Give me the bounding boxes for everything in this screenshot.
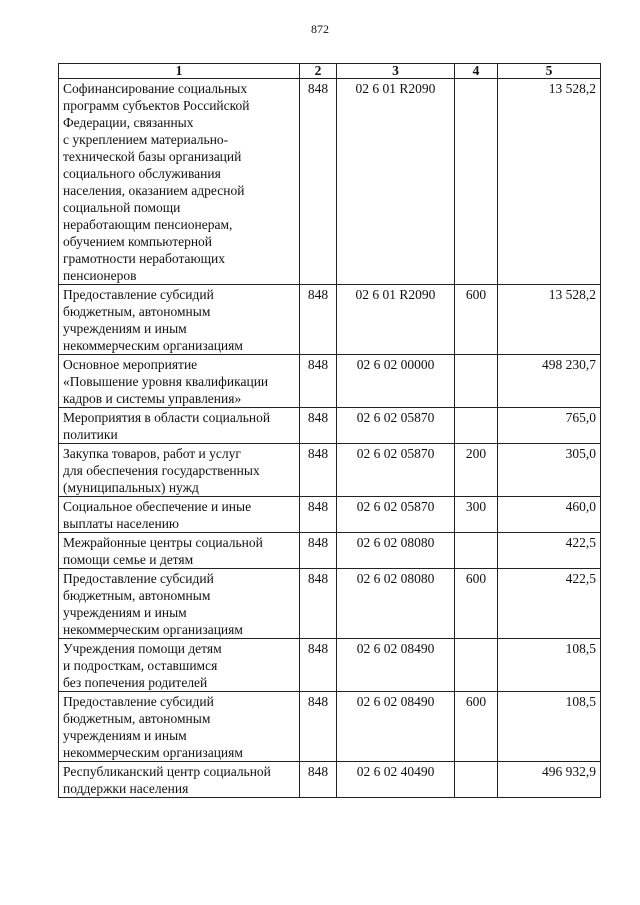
table-body	[59, 79, 601, 798]
row-name: Закупка товаров, работ и услуг для обеспечения государственных (муниципальных) нужд	[59, 444, 300, 497]
row-target-article: 02 6 02 08080	[337, 569, 455, 639]
row-amount: 108,5	[498, 692, 601, 762]
row-expense-type: 600	[455, 285, 498, 355]
table-row	[59, 692, 601, 762]
row-name: Предоставление субсидий бюджетным, автономным учреждениям и иным некоммерческим организациям	[59, 569, 300, 639]
row-amount: 422,5	[498, 533, 601, 569]
table-row	[59, 569, 601, 639]
row-amount: 498 230,7	[498, 355, 601, 408]
row-expense-type	[455, 762, 498, 798]
row-expense-type	[455, 533, 498, 569]
header-col-5: 5	[498, 64, 601, 79]
row-department-code: 848	[300, 762, 337, 798]
header-col-3: 3	[337, 64, 455, 79]
table-row	[59, 497, 601, 533]
row-name: Мероприятия в области социальной политики	[59, 408, 300, 444]
row-amount: 305,0	[498, 444, 601, 497]
row-amount: 108,5	[498, 639, 601, 692]
row-expense-type: 300	[455, 497, 498, 533]
page-number: 872	[311, 22, 329, 36]
row-target-article: 02 6 01 R2090	[337, 285, 455, 355]
row-name: Предоставление субсидий бюджетным, автономным учреждениям и иным некоммерческим организациям	[59, 692, 300, 762]
row-department-code: 848	[300, 533, 337, 569]
row-amount: 422,5	[498, 569, 601, 639]
row-department-code: 848	[300, 497, 337, 533]
row-department-code: 848	[300, 569, 337, 639]
row-amount: 765,0	[498, 408, 601, 444]
table-row	[59, 444, 601, 497]
row-name: Основное мероприятие «Повышение уровня квалификации кадров и системы управления»	[59, 355, 300, 408]
table-row	[59, 639, 601, 692]
row-expense-type: 600	[455, 569, 498, 639]
row-name: Межрайонные центры социальной помощи семье и детям	[59, 533, 300, 569]
row-amount: 496 932,9	[498, 762, 601, 798]
row-target-article: 02 6 02 08490	[337, 692, 455, 762]
row-department-code: 848	[300, 639, 337, 692]
row-expense-type	[455, 408, 498, 444]
row-amount: 13 528,2	[498, 285, 601, 355]
row-target-article: 02 6 02 40490	[337, 762, 455, 798]
row-department-code: 848	[300, 285, 337, 355]
row-expense-type	[455, 355, 498, 408]
table-row	[59, 762, 601, 798]
row-department-code: 848	[300, 408, 337, 444]
budget-table	[58, 63, 601, 798]
row-expense-type: 200	[455, 444, 498, 497]
row-target-article: 02 6 01 R2090	[337, 79, 455, 285]
row-target-article: 02 6 02 08080	[337, 533, 455, 569]
header-col-2: 2	[300, 64, 337, 79]
table-row	[59, 285, 601, 355]
row-target-article: 02 6 02 05870	[337, 444, 455, 497]
header-col-4: 4	[455, 64, 498, 79]
row-department-code: 848	[300, 692, 337, 762]
table-row	[59, 355, 601, 408]
row-target-article: 02 6 02 05870	[337, 497, 455, 533]
row-name: Предоставление субсидий бюджетным, автономным учреждениям и иным некоммерческим организациям	[59, 285, 300, 355]
row-expense-type	[455, 639, 498, 692]
header-col-1: 1	[59, 64, 300, 79]
row-department-code: 848	[300, 79, 337, 285]
row-target-article: 02 6 02 08490	[337, 639, 455, 692]
row-department-code: 848	[300, 355, 337, 408]
row-name: Софинансирование социальных программ субъектов Российской Федерации, связанных с укреплением материально- технической базы организаций социального обслуживания населения, оказанием адресной социальной помощи неработающим пенсионерам, обучением компьютерной грамотности неработающих пенсионеров	[59, 79, 300, 285]
table-row	[59, 408, 601, 444]
row-expense-type	[455, 79, 498, 285]
table-header-row	[59, 64, 601, 79]
row-name: Социальное обеспечение и иные выплаты населению	[59, 497, 300, 533]
row-target-article: 02 6 02 05870	[337, 408, 455, 444]
row-department-code: 848	[300, 444, 337, 497]
table-row	[59, 79, 601, 285]
row-amount: 13 528,2	[498, 79, 601, 285]
row-target-article: 02 6 02 00000	[337, 355, 455, 408]
row-name: Учреждения помощи детям и подросткам, оставшимся без попечения родителей	[59, 639, 300, 692]
table-row	[59, 533, 601, 569]
row-expense-type: 600	[455, 692, 498, 762]
row-name: Республиканский центр социальной поддержки населения	[59, 762, 300, 798]
row-amount: 460,0	[498, 497, 601, 533]
